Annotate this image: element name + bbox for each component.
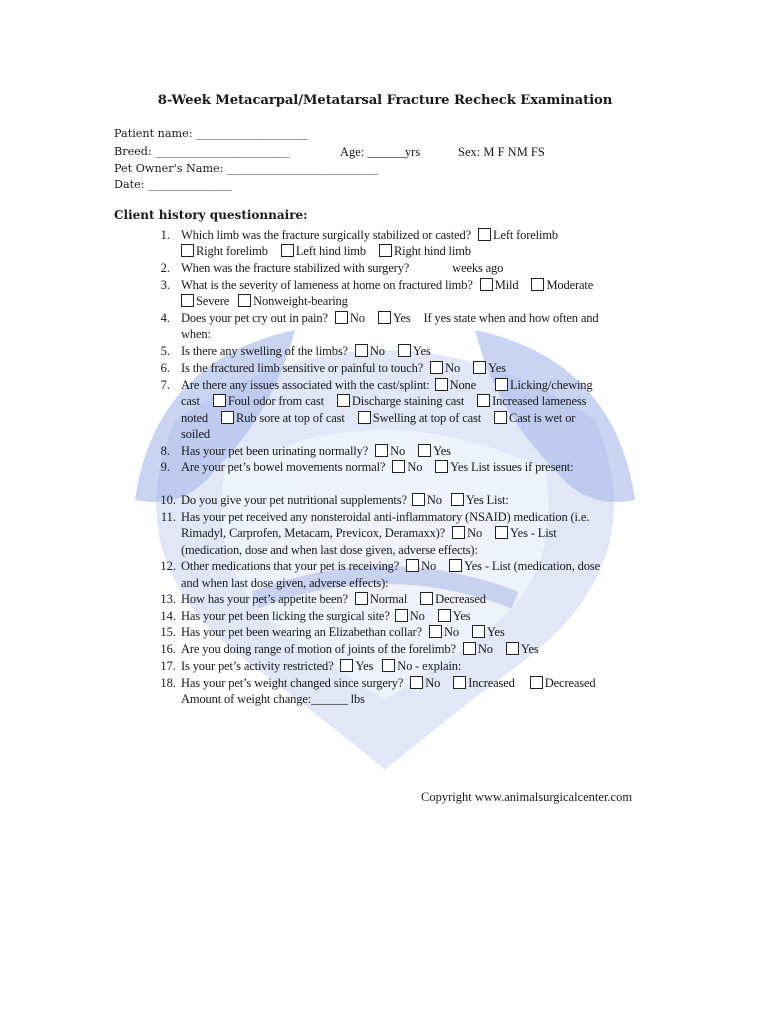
question-13-line-1 xyxy=(181,592,486,607)
checkbox[interactable] xyxy=(410,676,423,689)
checkbox[interactable] xyxy=(429,625,442,638)
option-label: Nonweight-bearing xyxy=(253,294,348,308)
option-label: Left hind limb xyxy=(295,244,366,258)
question-number: 9. xyxy=(160,460,170,474)
question-text: Has your pet’s weight changed since surgery? xyxy=(181,676,404,690)
question-5-line-1 xyxy=(181,344,431,359)
question-number: 4. xyxy=(160,311,170,325)
checkbox[interactable] xyxy=(418,444,431,457)
checkbox[interactable] xyxy=(435,378,448,391)
question-number: 13. xyxy=(160,592,176,606)
sex-options[interactable]: Sex: M F NM FS xyxy=(458,145,545,159)
question-18-line-1 xyxy=(181,676,595,691)
question-text: When was the fracture stabilized with surgery? xyxy=(181,261,410,275)
option-label: Decreased xyxy=(544,676,596,690)
checkbox[interactable] xyxy=(530,676,543,689)
checkbox[interactable] xyxy=(392,460,405,473)
question-text: Rimadyl, Carprofen, Metacam, Previcox, Deramaxx)? xyxy=(181,526,446,540)
option-label: No xyxy=(407,460,423,474)
question-number: 7. xyxy=(160,378,170,392)
date-field[interactable]: Date: _______________ xyxy=(114,178,232,191)
question-12-line-2 xyxy=(181,576,388,591)
option-label: noted xyxy=(181,411,209,425)
checkbox[interactable] xyxy=(281,244,294,257)
question-14-line-1 xyxy=(181,609,470,624)
option-label: cast xyxy=(181,394,200,408)
option-label: Swelling at top of cast xyxy=(372,411,482,425)
checkbox[interactable] xyxy=(406,559,419,572)
question-4-line-2 xyxy=(181,327,211,342)
question-number: 12. xyxy=(160,559,176,573)
checkbox[interactable] xyxy=(472,625,485,638)
option-label: Yes xyxy=(355,659,374,673)
option-label: Licking/chewing xyxy=(510,378,593,392)
checkbox[interactable] xyxy=(449,559,462,572)
option-label: Decreased xyxy=(435,592,486,606)
question-7-line-3 xyxy=(181,411,575,426)
option-label: Increased lameness xyxy=(492,394,587,408)
checkbox[interactable] xyxy=(451,493,464,506)
option-label: No xyxy=(477,642,493,656)
checkbox[interactable] xyxy=(412,493,425,506)
checkbox[interactable] xyxy=(213,394,226,407)
option-label: No xyxy=(426,493,442,507)
question-text: Are you doing range of motion of joints of the forelimb? xyxy=(181,642,456,656)
age-field[interactable]: Age: ______yrs xyxy=(340,145,421,159)
question-7-line-1 xyxy=(181,378,593,393)
question-text: What is the severity of lameness at home on fractured limb? xyxy=(181,278,473,292)
checkbox[interactable] xyxy=(181,244,194,257)
breed-field[interactable]: Breed: ________________________ xyxy=(114,145,290,158)
question-text: If yes state when and how often and xyxy=(423,311,599,325)
question-text: Has your pet been wearing an Elizabethan collar? xyxy=(181,625,422,639)
question-9-line-1 xyxy=(181,460,573,475)
question-number: 16. xyxy=(160,642,176,656)
question-number: 15. xyxy=(160,625,176,639)
checkbox[interactable] xyxy=(435,460,448,473)
option-label: Yes xyxy=(520,642,539,656)
option-label: No xyxy=(349,311,365,325)
question-1-line-1 xyxy=(181,228,558,243)
option-label: Yes List issues if present: xyxy=(450,460,574,474)
checkbox[interactable] xyxy=(358,411,371,424)
option-label: No xyxy=(390,444,406,458)
question-text: and when last dose given, adverse effects): xyxy=(181,576,389,590)
option-label: Normal xyxy=(369,592,408,606)
option-label: Foul odor from cast xyxy=(227,394,324,408)
question-10-line-1 xyxy=(181,493,509,508)
copyright-footer: Copyright www.animalsurgicalcenter.com xyxy=(421,790,633,804)
question-text: Other medications that your pet is receiving? xyxy=(181,559,400,573)
question-18-line-2 xyxy=(181,692,365,707)
weight-change-field[interactable]: Amount of weight change:______ lbs xyxy=(181,692,365,706)
question-7-line-2 xyxy=(181,394,586,409)
checkbox[interactable] xyxy=(420,592,433,605)
option-label: No xyxy=(421,559,437,573)
question-number: 3. xyxy=(160,278,170,292)
question-2-line-1 xyxy=(181,261,503,276)
question-6-line-1 xyxy=(181,361,506,376)
checkbox[interactable] xyxy=(221,411,234,424)
checkbox[interactable] xyxy=(453,676,466,689)
checkbox[interactable] xyxy=(379,244,392,257)
checkbox[interactable] xyxy=(463,642,476,655)
option-label: No xyxy=(369,344,385,358)
checkbox[interactable] xyxy=(531,278,544,291)
option-label: No xyxy=(443,625,459,639)
question-text: Are there any issues associated with the cast/splint: xyxy=(181,378,430,392)
checkbox[interactable] xyxy=(355,344,368,357)
question-text: Do you give your pet nutritional supplements? xyxy=(181,493,407,507)
checkbox[interactable] xyxy=(506,642,519,655)
question-number: 14. xyxy=(160,609,176,623)
checkbox[interactable] xyxy=(181,294,194,307)
question-3-line-1 xyxy=(181,278,593,293)
option-label: weeks ago xyxy=(452,261,504,275)
option-label: Increased xyxy=(468,676,515,690)
question-text: Is there any swelling of the limbs? xyxy=(181,344,348,358)
question-1-line-2 xyxy=(181,244,471,259)
checkbox[interactable] xyxy=(355,592,368,605)
option-label: Yes xyxy=(433,444,451,458)
checkbox[interactable] xyxy=(335,311,348,324)
question-3-line-2 xyxy=(181,294,348,309)
owner-name-field[interactable]: Pet Owner's Name: ___________________________ xyxy=(114,162,379,175)
option-label: Cast is wet or xyxy=(509,411,576,425)
checkbox[interactable] xyxy=(340,659,353,672)
checkbox[interactable] xyxy=(495,378,508,391)
checkbox[interactable] xyxy=(494,411,507,424)
option-label: Yes xyxy=(488,361,506,375)
question-number: 8. xyxy=(160,444,170,458)
question-8-line-1 xyxy=(181,444,451,459)
option-label: soiled xyxy=(181,427,210,441)
question-text: Has your pet been urinating normally? xyxy=(181,444,369,458)
question-number: 1. xyxy=(160,228,170,242)
checkbox[interactable] xyxy=(478,228,491,241)
question-16-line-1 xyxy=(181,642,539,657)
question-number: 2. xyxy=(160,261,170,275)
question-text: Are your pet’s bowel movements normal? xyxy=(181,460,386,474)
checkbox[interactable] xyxy=(382,659,395,672)
checkbox[interactable] xyxy=(375,444,388,457)
question-number: 11. xyxy=(160,510,176,524)
patient-name-field[interactable]: Patient name: ____________________ xyxy=(114,127,308,140)
question-text: when: xyxy=(181,327,211,341)
question-text: Which limb was the fracture surgically stabilized or casted? xyxy=(181,228,471,242)
checkbox[interactable] xyxy=(398,344,411,357)
option-label: Yes xyxy=(412,344,431,358)
checkbox[interactable] xyxy=(395,609,408,622)
checkbox[interactable] xyxy=(477,394,490,407)
option-label: Yes List: xyxy=(465,493,509,507)
question-7-line-4 xyxy=(181,427,210,442)
question-11-line-3 xyxy=(181,543,478,558)
option-label: Discharge staining cast xyxy=(351,394,465,408)
checkbox[interactable] xyxy=(238,294,251,307)
question-number: 10. xyxy=(160,493,176,507)
checkbox[interactable] xyxy=(452,526,465,539)
question-12-line-1 xyxy=(181,559,600,574)
question-11-line-2 xyxy=(181,526,557,541)
option-label: Moderate xyxy=(546,278,594,292)
checkbox[interactable] xyxy=(378,311,391,324)
question-text: Is your pet’s activity restricted? xyxy=(181,659,334,673)
question-number: 6. xyxy=(160,361,170,375)
option-label: Yes - List (medication, dose xyxy=(464,559,600,573)
question-text: (medication, dose and when last dose given, adverse effects): xyxy=(181,543,478,557)
page-title: 8-Week Metacarpal/Metatarsal Fracture Recheck Examination xyxy=(157,93,613,108)
option-label: Yes - List xyxy=(510,526,557,540)
question-11-line-1 xyxy=(181,510,589,525)
checkbox[interactable] xyxy=(495,526,508,539)
option-label: Right forelimb xyxy=(196,244,268,258)
option-label: No xyxy=(425,676,441,690)
checkbox[interactable] xyxy=(473,361,486,374)
question-4-line-1 xyxy=(181,311,598,326)
option-label: Yes xyxy=(452,609,471,623)
question-17-line-1 xyxy=(181,659,461,674)
question-text: Does your pet cry out in pain? xyxy=(181,311,328,325)
option-label: No - explain: xyxy=(397,659,462,673)
option-label: Mild xyxy=(494,278,519,292)
option-label: Severe xyxy=(196,294,230,308)
question-15-line-1 xyxy=(181,625,505,640)
checkbox[interactable] xyxy=(337,394,350,407)
question-number: 18. xyxy=(160,676,176,690)
question-text: Has your pet been licking the surgical site? xyxy=(181,609,390,623)
option-label: Left forelimb xyxy=(492,228,558,242)
option-label: No xyxy=(409,609,425,623)
question-number: 17. xyxy=(160,659,176,673)
question-text: How has your pet’s appetite been? xyxy=(181,592,348,606)
question-text: Has your pet received any nonsteroidal anti-inflammatory (NSAID) medication (i.e. xyxy=(181,510,590,524)
question-number: 5. xyxy=(160,344,170,358)
checkbox[interactable] xyxy=(430,361,443,374)
option-label: Yes xyxy=(392,311,411,325)
question-text: Is the fractured limb sensitive or painful to touch? xyxy=(181,361,424,375)
option-label: No xyxy=(445,361,461,375)
option-label: Rub sore at top of cast xyxy=(236,411,345,425)
option-label: No xyxy=(467,526,483,540)
section-title: Client history questionnaire: xyxy=(114,208,308,222)
option-label: None xyxy=(449,378,477,392)
checkbox[interactable] xyxy=(480,278,493,291)
option-label: Yes xyxy=(486,625,505,639)
option-label: Right hind limb xyxy=(393,244,471,258)
checkbox[interactable] xyxy=(438,609,451,622)
